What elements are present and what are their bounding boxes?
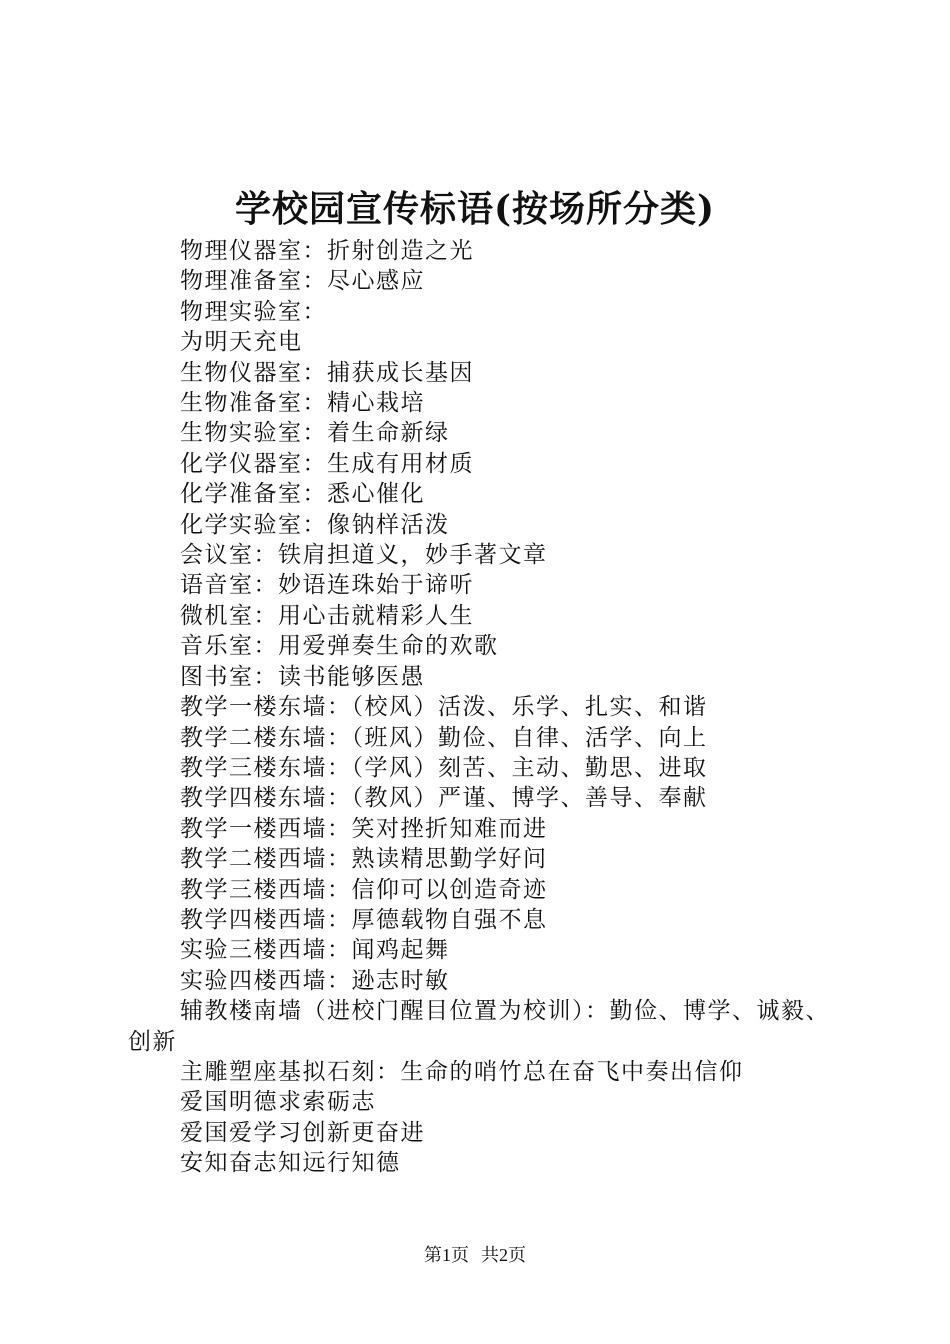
slogan-line: 教学一楼西墙：笑对挫折知难而进: [180, 815, 548, 842]
slogan-line: 化学仪器室：生成有用材质: [180, 450, 474, 477]
slogan-line: 爱国爱学习创新更奋进: [180, 1119, 425, 1146]
slogan-line: 教学四楼西墙：厚德载物自强不息: [180, 906, 548, 933]
slogan-line: 辅教楼南墙（进校门醒目位置为校训）：勤俭、博学、诚毅、创新: [128, 998, 830, 1055]
slogan-line: 教学四楼东墙：（教风）严谨、博学、善导、奉献: [180, 785, 708, 812]
slogan-line: 爱国明德求索砺志: [180, 1089, 376, 1116]
slogan-line: 语音室：妙语连珠始于谛听: [180, 572, 474, 599]
slogan-line: 图书室：读书能够医愚: [180, 663, 425, 690]
slogan-line: 教学二楼西墙：熟读精思勤学好问: [180, 846, 548, 873]
slogan-line: 主雕塑座基拟石刻：生命的哨竹总在奋飞中奏出信仰: [180, 1058, 744, 1085]
slogan-line: 安知奋志知远行知德: [180, 1150, 401, 1177]
slogan-line: 生物准备室：精心栽培: [180, 390, 425, 417]
page-number: 第1页: [424, 1245, 469, 1265]
slogan-line: 物理准备室：尽心感应: [180, 268, 425, 295]
page-footer: [0, 1243, 950, 1267]
slogan-line: 化学准备室：悉心催化: [180, 481, 425, 508]
document-title: 学校园宣传标语(按场所分类): [234, 188, 716, 230]
slogan-line: 教学二楼东墙：（班风）勤俭、自律、活学、向上: [180, 724, 708, 751]
slogan-line: 物理实验室：: [180, 298, 327, 325]
slogan-line: 会议室：铁肩担道义，妙手著文章: [180, 542, 548, 569]
slogan-line: 微机室：用心击就精彩人生: [180, 602, 474, 629]
slogan-line: 教学三楼东墙：（学风）刻苦、主动、勤思、进取: [180, 754, 708, 781]
slogan-line: 化学实验室：像钠样活泼: [180, 511, 450, 538]
slogan-line: 教学一楼东墙：（校风）活泼、乐学、扎实、和谐: [180, 694, 708, 721]
slogan-line: 生物实验室：着生命新绿: [180, 420, 450, 447]
slogan-line: 教学三楼西墙：信仰可以创造奇迹: [180, 876, 548, 903]
slogan-line: 实验四楼西墙：逊志时敏: [180, 967, 450, 994]
slogan-line: 生物仪器室：捕获成长基因: [180, 359, 474, 386]
slogan-line: 实验三楼西墙：闻鸡起舞: [180, 937, 450, 964]
slogan-line: 为明天充电: [180, 329, 303, 356]
slogan-line: 物理仪器室：折射创造之光: [180, 238, 474, 264]
page-total: 共2页: [481, 1245, 526, 1265]
slogan-line: 音乐室：用爱弹奏生命的欢歌: [180, 633, 499, 660]
document-body: [128, 236, 838, 1179]
